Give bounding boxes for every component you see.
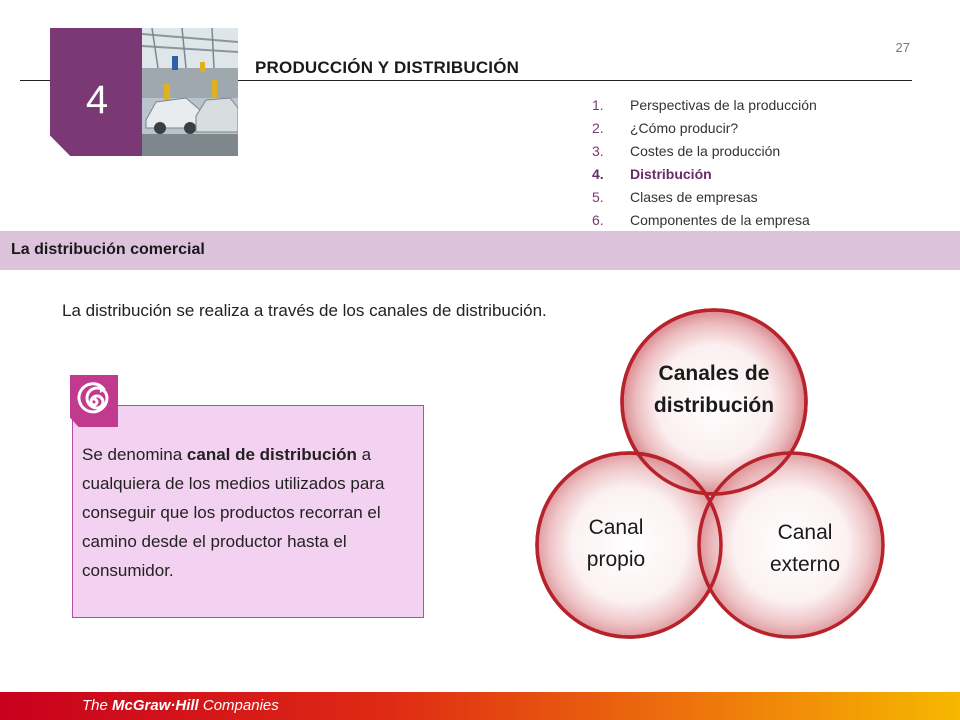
toc-item[interactable] — [592, 209, 817, 232]
logo-the: The — [82, 697, 113, 714]
toc-item-label: ¿Cómo producir? — [630, 120, 739, 136]
toc-item-number: 4. — [592, 166, 604, 182]
logo-companies: Companies — [198, 697, 279, 714]
definition-term: canal de distribución — [186, 445, 357, 464]
toc-item[interactable] — [592, 186, 817, 209]
definition-icon-badge — [70, 375, 118, 427]
toc-item-label: Distribución — [630, 166, 712, 182]
chapter-contents-list — [592, 94, 817, 232]
toc-item[interactable] — [592, 94, 817, 117]
section-title: La distribución comercial — [11, 241, 205, 258]
intro-paragraph: La distribución se realiza a través de los canales de distribución. — [62, 301, 547, 320]
toc-item-number: 2. — [592, 120, 604, 136]
slide-number: 27 — [895, 40, 910, 55]
toc-item-number: 3. — [592, 143, 604, 159]
definition-text — [82, 440, 417, 585]
toc-item[interactable] — [592, 117, 817, 140]
toc-item[interactable] — [592, 140, 817, 163]
toc-item-active[interactable] — [592, 163, 817, 186]
factory-photo — [142, 28, 238, 156]
toc-item-number: 5. — [592, 189, 604, 205]
venn-right-label-line1: Canal — [777, 521, 833, 544]
venn-left-label-line2: propio — [586, 548, 646, 571]
venn-left-label-line1: Canal — [588, 516, 644, 539]
chapter-number: 4 — [85, 78, 109, 122]
toc-item-label: Perspectivas de la producción — [630, 97, 817, 113]
toc-item-label: Componentes de la empresa — [630, 212, 810, 228]
logo-name: McGraw·Hill — [112, 697, 199, 714]
toc-item-number: 6. — [592, 212, 604, 228]
definition-suffix: a cualquiera de los medios utilizados para conseguir que los productos recorran el camino desde el productor hasta el consumidor. — [82, 445, 385, 580]
definition-prefix: Se denomina — [82, 445, 187, 464]
channels-venn-diagram — [520, 300, 910, 670]
spiral-arrow-icon — [70, 375, 118, 427]
toc-item-number: 1. — [592, 97, 604, 113]
venn-top-label-line2: distribución — [653, 394, 775, 417]
toc-item-label: Clases de empresas — [630, 189, 758, 205]
venn-top-label-line1: Canales de — [658, 362, 770, 385]
venn-circle-right — [699, 453, 883, 637]
chapter-title: PRODUCCIÓN Y DISTRIBUCIÓN — [255, 58, 520, 77]
toc-item-label: Costes de la producción — [630, 143, 781, 159]
venn-right-label-line2: externo — [769, 553, 841, 576]
publisher-logo — [82, 697, 279, 714]
